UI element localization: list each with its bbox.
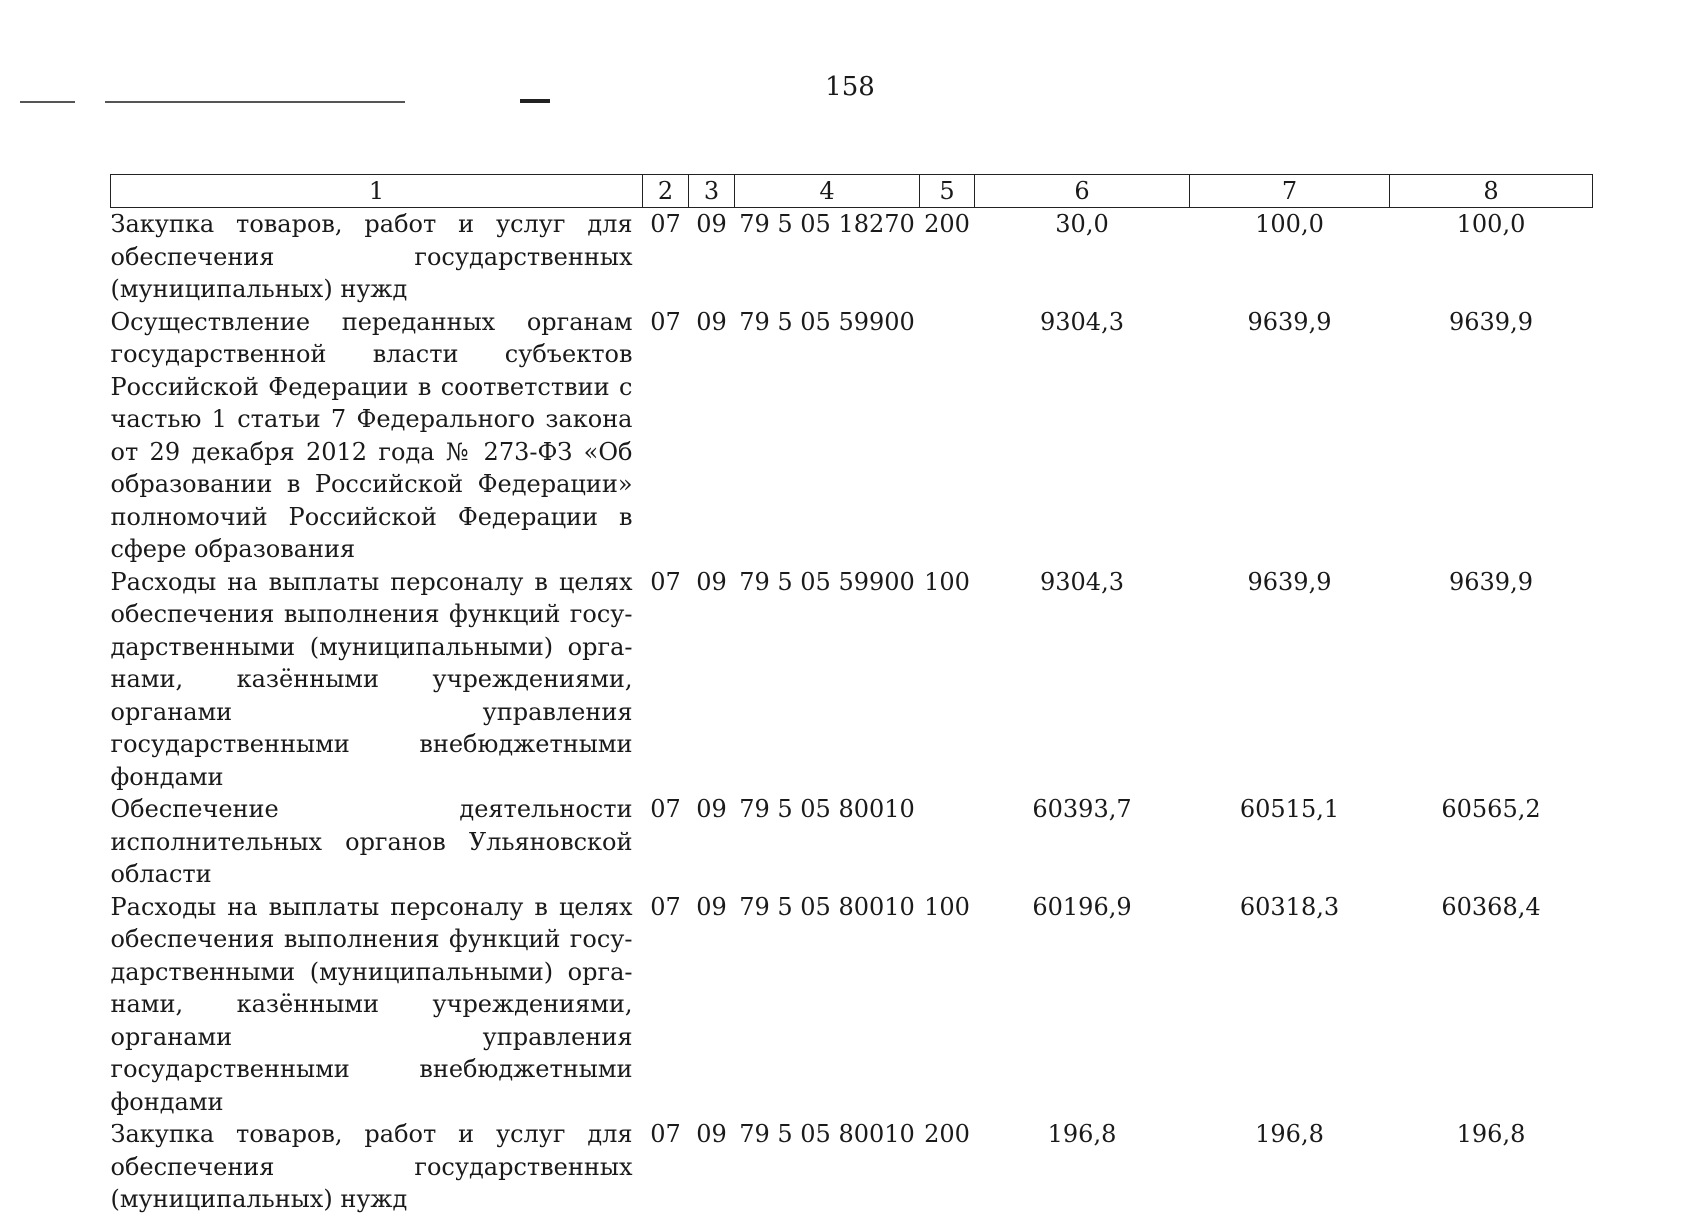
- table-row: [111, 566, 1593, 794]
- row-amount-8: 196,8: [1456, 1120, 1526, 1148]
- row-name: Закупка товаров, работ и услуг для обеспечения государственных (муниципальных) нужд: [110, 210, 633, 303]
- row-expense-type: 200: [924, 1120, 970, 1148]
- header-col-4: 4: [735, 175, 920, 208]
- row-amount-6: 9304,3: [1040, 307, 1124, 336]
- header-row: [111, 175, 1593, 208]
- scan-artifact-line: [20, 101, 75, 103]
- row-target-article: 79 5 05 18270: [739, 210, 915, 238]
- table-row: [111, 306, 1593, 566]
- row-amount-6: 196,8: [1047, 1120, 1117, 1148]
- row-amount-7: 60318,3: [1239, 892, 1340, 921]
- row-amount-7: 9639,9: [1247, 307, 1332, 336]
- row-amount-7: 60515,1: [1239, 795, 1340, 823]
- row-name: Обеспечение деятельности исполнительных органов Ульяновской области: [110, 795, 633, 888]
- header-col-5: 5: [920, 175, 975, 208]
- row-amount-7: 196,8: [1255, 1120, 1324, 1148]
- row-section: 07: [650, 892, 681, 921]
- budget-table: [110, 174, 1593, 1216]
- table-row: [111, 891, 1593, 1119]
- row-section: 07: [650, 567, 681, 596]
- row-expense-type: 200: [924, 210, 970, 238]
- row-subsection: 09: [696, 892, 727, 921]
- row-target-article: 79 5 05 59900: [739, 307, 915, 336]
- row-expense-type: [920, 306, 975, 566]
- scan-artifact-line: [105, 101, 405, 103]
- row-target-article: 79 5 05 80010: [739, 892, 915, 921]
- row-amount-6: 9304,3: [1040, 567, 1124, 596]
- row-section: 07: [650, 1120, 681, 1148]
- table-row: [111, 793, 1593, 891]
- table-row: [111, 208, 1593, 306]
- row-section: 07: [650, 795, 681, 823]
- row-amount-6: 60393,7: [1032, 795, 1132, 823]
- row-name: Расходы на выплаты персоналу в целях обеспечения выполнения функций государственными (муниципальными) органами, казёнными учреждениями, органами управления государственными внебюджетными фондами: [110, 892, 633, 1116]
- row-amount-7: 9639,9: [1247, 567, 1332, 596]
- row-amount-6: 60196,9: [1032, 892, 1132, 921]
- row-expense-type: 100: [924, 567, 970, 596]
- header-col-8: 8: [1390, 175, 1593, 208]
- row-section: 07: [650, 307, 681, 336]
- row-expense-type: [920, 793, 975, 891]
- row-expense-type: 100: [924, 892, 970, 921]
- page-number: 158: [825, 72, 875, 102]
- header-col-1: 1: [111, 175, 643, 208]
- row-amount-8: 9639,9: [1449, 567, 1533, 596]
- row-amount-7: 100,0: [1255, 210, 1324, 238]
- row-amount-8: 9639,9: [1449, 307, 1533, 336]
- row-amount-8: 60368,4: [1441, 892, 1541, 921]
- header-col-2: 2: [643, 175, 689, 208]
- table-body: [111, 208, 1593, 1216]
- row-subsection: 09: [696, 1120, 727, 1148]
- header-col-6: 6: [975, 175, 1190, 208]
- header-col-3: 3: [689, 175, 735, 208]
- table-header: [111, 175, 1593, 208]
- scan-artifact-mark: [520, 99, 550, 103]
- row-target-article: 79 5 05 59900: [739, 567, 915, 596]
- row-name: Осуществление переданных органам государственной власти субъектов Российской Федерации в соответствии с частью 1 статьи 7 Федерального закона от 29 декабря 2012 года № 273-ФЗ «Об образовании в Российской Федерации» полномочий Российской Федерации в сфере образования: [110, 307, 633, 563]
- table-row: [111, 1118, 1593, 1216]
- row-name: Закупка товаров, работ и услуг для обеспечения государственных (муниципальных) нужд: [110, 1120, 633, 1213]
- row-section: 07: [650, 210, 681, 238]
- row-subsection: 09: [696, 795, 727, 823]
- row-subsection: 09: [696, 307, 727, 336]
- header-col-7: 7: [1190, 175, 1390, 208]
- row-subsection: 09: [696, 210, 727, 238]
- row-amount-8: 100,0: [1456, 210, 1526, 238]
- row-target-article: 79 5 05 80010: [739, 795, 915, 823]
- row-amount-6: 30,0: [1055, 210, 1109, 238]
- row-target-article: 79 5 05 80010: [739, 1120, 915, 1148]
- row-amount-8: 60565,2: [1441, 795, 1541, 823]
- row-subsection: 09: [696, 567, 727, 596]
- row-name: Расходы на выплаты персоналу в целях обеспечения выполнения функций государственными (муниципальными) органами, казёнными учреждениями, органами управления государственными внебюджетными фондами: [110, 567, 633, 791]
